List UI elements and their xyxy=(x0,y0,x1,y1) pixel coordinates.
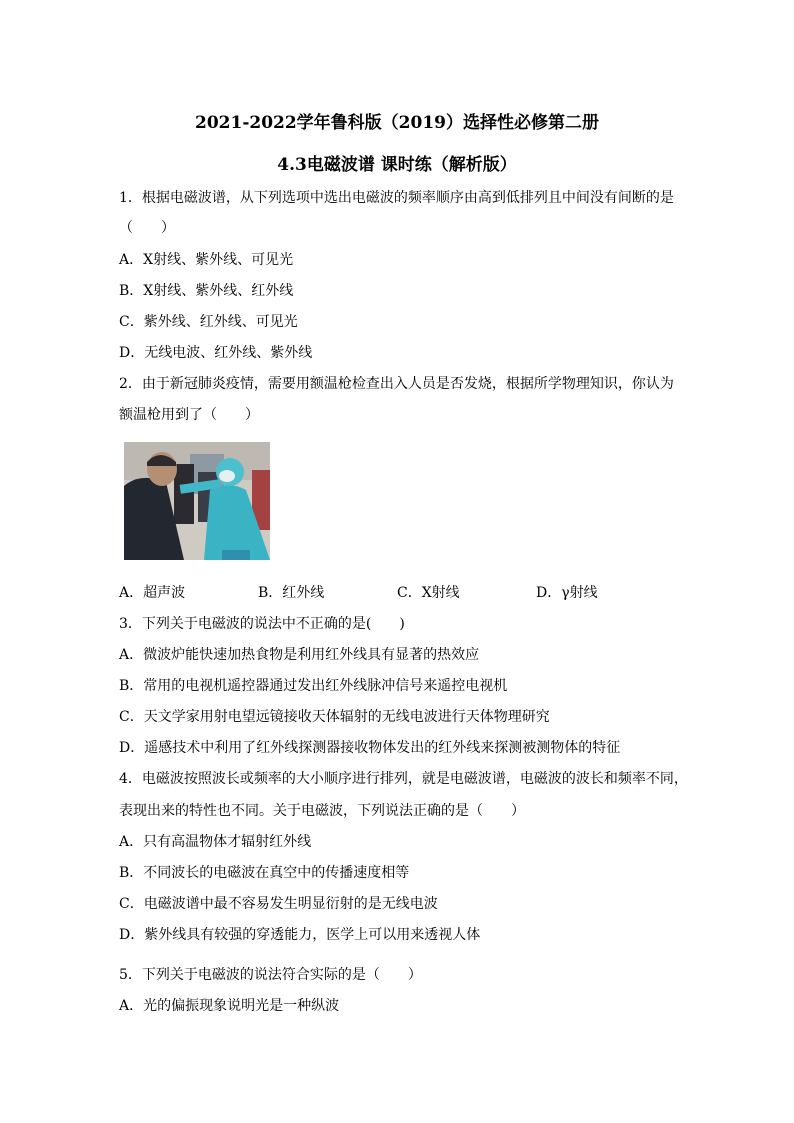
question-1-option-d: D．无线电波、红外线、紫外线 xyxy=(119,345,313,361)
question-5-stem: 5．下列关于电磁波的说法符合实际的是（ ） xyxy=(119,967,422,983)
question-2-stem-line-1: 2．由于新冠肺炎疫情，需要用额温枪检查出入人员是否发烧，根据所学物理知识，你认为 xyxy=(119,376,674,392)
question-1-stem-line-2: （ ） xyxy=(119,220,175,236)
document-title: 2021-2022学年鲁科版（2019）选择性必修第二册 xyxy=(195,113,599,133)
question-3-option-a: A．微波炉能快速加热食物是利用红外线具有显著的热效应 xyxy=(119,647,480,663)
question-2-option-a: A．超声波 xyxy=(119,585,186,601)
question-2-option-b: B．红外线 xyxy=(258,585,325,601)
question-2-option-c: C．X射线 xyxy=(397,585,460,601)
question-1-option-a: A．X射线、紫外线、可见光 xyxy=(119,252,294,268)
question-4-option-d: D．紫外线具有较强的穿透能力，医学上可以用来透视人体 xyxy=(119,927,481,943)
question-3-option-c: C．天文学家用射电望远镜接收天体辐射的无线电波进行天体物理研究 xyxy=(119,709,550,725)
document-subtitle: 4.3电磁波谱 课时练（解析版） xyxy=(277,155,517,175)
question-1-option-b: B．X射线、紫外线、红外线 xyxy=(119,283,294,299)
question-4-option-b: B．不同波长的电磁波在真空中的传播速度相等 xyxy=(119,865,410,881)
question-4-stem-line-1: 4．电磁波按照波长或频率的大小顺序进行排列，就是电磁波谱，电磁波的波长和频率不同， xyxy=(119,771,688,787)
question-4-stem-line-2: 表现出来的特性也不同。关于电磁波，下列说法正确的是（ ） xyxy=(119,803,525,819)
question-1-stem-line-1: 1．根据电磁波谱，从下列选项中选出电磁波的频率顺序由高到低排列且中间没有间断的是 xyxy=(119,190,674,206)
question-5-option-a: A．光的偏振现象说明光是一种纵波 xyxy=(119,998,340,1014)
question-3-stem: 3．下列关于电磁波的说法中不正确的是( ) xyxy=(119,616,405,632)
question-4-option-c: C．电磁波谱中最不容易发生明显衍射的是无线电波 xyxy=(119,896,438,912)
question-2-stem-line-2: 额温枪用到了（ ） xyxy=(119,407,259,423)
temperature-check-photo xyxy=(124,442,270,560)
question-3-option-d: D．遥感技术中利用了红外线探测器接收物体发出的红外线来探测被测物体的特征 xyxy=(119,740,621,756)
question-2-option-d: D．γ射线 xyxy=(536,585,598,601)
question-1-option-c: C．紫外线、红外线、可见光 xyxy=(119,314,298,330)
question-3-option-b: B．常用的电视机遥控器通过发出红外线脉冲信号来遥控电视机 xyxy=(119,678,508,694)
question-4-option-a: A．只有高温物体才辐射红外线 xyxy=(119,834,312,850)
